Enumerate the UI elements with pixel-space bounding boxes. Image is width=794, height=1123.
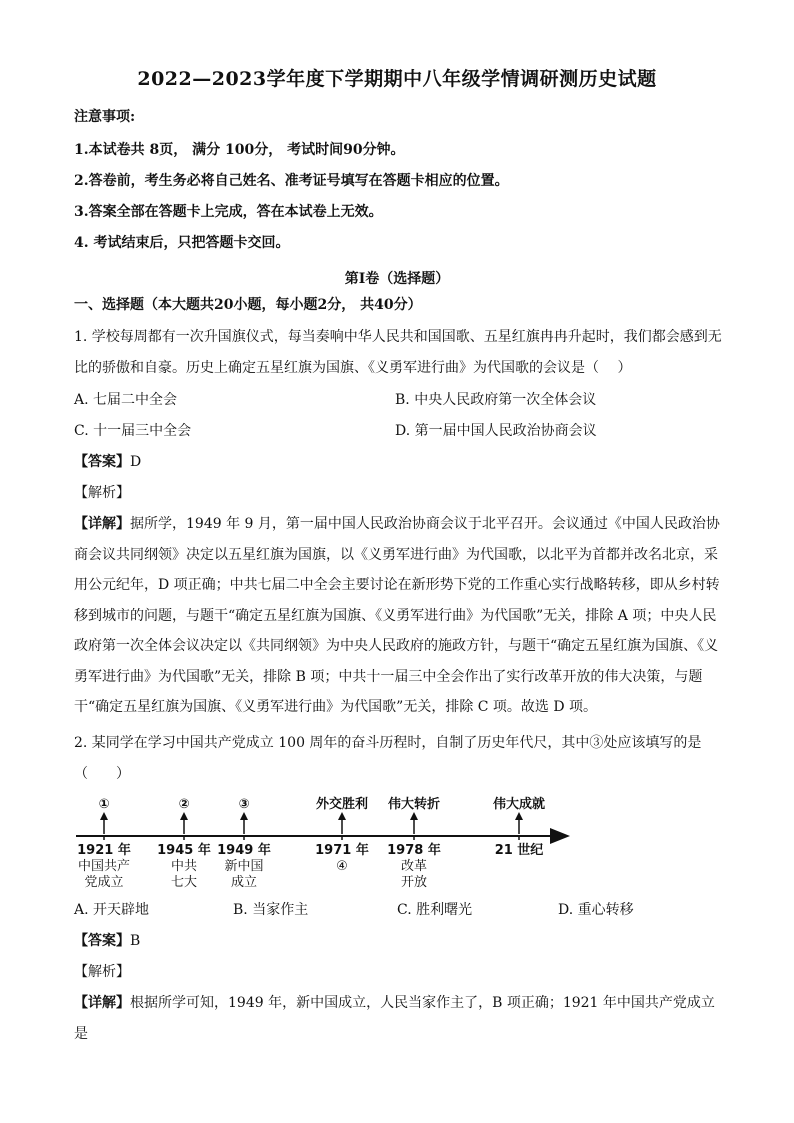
detail-text: 根据所学可知，1949 年，新中国成立，人民当家作主了，B 项正确；1921 年中国共产党成立是 bbox=[74, 995, 715, 1042]
timeline-event-label: 改革 bbox=[400, 859, 428, 874]
q2-option-c: C. 胜利曙光 bbox=[397, 902, 473, 918]
answer-value: D bbox=[130, 454, 142, 470]
notice-heading: 注意事项: bbox=[74, 109, 136, 125]
page-title: 2022—2023学年度下学期期中八年级学情调研测历史试题 bbox=[137, 68, 657, 90]
notice-item-2: 2.答卷前，考生务必将自己姓名、准考证号填写在答题卡相应的位置。 bbox=[74, 173, 509, 189]
q2-stem: 2. 某同学在学习中国共产党成立 100 周年的奋斗历程时，自制了历史年代尺，其中③处应该填写的是（ ） bbox=[74, 735, 702, 782]
q2-detail bbox=[74, 988, 722, 1049]
q1-option-a: A. 七届二中全会 bbox=[74, 392, 178, 408]
timeline-pointer-head bbox=[515, 812, 523, 820]
timeline-event-label: 七大 bbox=[170, 875, 198, 890]
timeline-marks bbox=[77, 796, 545, 890]
q2-option-d: D. 重心转移 bbox=[558, 902, 634, 918]
q1-option-b: B. 中央人民政府第一次全体会议 bbox=[395, 392, 597, 408]
timeline-pointer-head bbox=[338, 812, 346, 820]
q1-analysis-tag: 【解析】 bbox=[74, 485, 130, 501]
timeline-top-label: 外交胜利 bbox=[315, 797, 369, 812]
timeline-event-label: 成立 bbox=[230, 875, 258, 890]
timeline-event-label: 中共 bbox=[170, 859, 198, 874]
q2-analysis-tag: 【解析】 bbox=[74, 964, 130, 980]
answer-value: B bbox=[130, 933, 141, 949]
timeline-event-label: ④ bbox=[336, 859, 348, 874]
part-heading: 一、选择题（本大题共20小题，每小题2分， 共40分） bbox=[74, 297, 422, 313]
q1-option-d: D. 第一届中国人民政治协商会议 bbox=[395, 423, 597, 439]
q1-detail bbox=[74, 509, 722, 723]
timeline-year-label: 1921 年 bbox=[77, 843, 131, 858]
notice-item-1: 1.本试卷共 8页， 满分 100分， 考试时间90分钟。 bbox=[74, 142, 405, 158]
detail-text: 据所学，1949 年 9 月，第一届中国人民政治协商会议于北平召开。会议通过《中国人民政治协商会议共同纲领》决定以五星红旗为国旗，以《义勇军进行曲》为代国歌，以北平为首都并改名北京，采用公元纪年，D 项正确；中共七届二中全会主要讨论在新形势下党的工作重心实行战略转移，即从乡村转移到城市的问题，与题干“确定五星红旗为国旗、《义勇军进行曲》为代国歌”无关，排除 A 项；中央人民政府第一次全体会议决定以《共同纲领》为中央人民政府的施政方针，与题干“确定五星红旗为国旗、《义勇军进行曲》为代国歌”无关，排除 B 项；中共十一届三中全会作出了实行改革开放的伟大决策，与题干“确定五星红旗为国旗、《义勇军进行曲》为代国歌”无关，排除 C 项。故选 D 项。 bbox=[74, 516, 720, 715]
q1-answer bbox=[74, 452, 141, 472]
timeline-year-label: 1971 年 bbox=[315, 843, 369, 858]
timeline-year-label: 1945 年 bbox=[157, 843, 211, 858]
timeline-year-label: 1949 年 bbox=[217, 843, 271, 858]
timeline-pointer-head bbox=[180, 812, 188, 820]
q2-option-b: B. 当家作主 bbox=[233, 902, 309, 918]
section-title: 第Ⅰ卷（选择题） bbox=[344, 271, 450, 287]
answer-tag: 【答案】 bbox=[74, 454, 130, 470]
timeline-top-label: ① bbox=[98, 797, 110, 812]
timeline-pointer-head bbox=[410, 812, 418, 820]
detail-tag: 【详解】 bbox=[74, 516, 130, 532]
notice-item-4: 4. 考试结束后，只把答题卡交回。 bbox=[74, 235, 290, 251]
q1-option-c: C. 十一届三中全会 bbox=[74, 423, 192, 439]
timeline-top-label: 伟大成就 bbox=[492, 797, 546, 812]
q1-stem: 1. 学校每周都有一次升国旗仪式，每当奏响中华人民共和国国歌、五星红旗冉冉升起时，我们都会感到无比的骄傲和自豪。历史上确定五星红旗为国旗、《义勇军进行曲》为代国歌的会议是（ ） bbox=[74, 329, 722, 376]
timeline-event-label: 党成立 bbox=[84, 875, 124, 890]
timeline-pointer-head bbox=[240, 812, 248, 820]
timeline-top-label: ② bbox=[178, 797, 190, 812]
timeline-top-label: 伟大转折 bbox=[387, 797, 441, 812]
timeline-year-label: 1978 年 bbox=[387, 843, 441, 858]
answer-tag: 【答案】 bbox=[74, 933, 130, 949]
timeline-top-label: ③ bbox=[238, 797, 250, 812]
q2-option-a: A. 开天辟地 bbox=[74, 902, 150, 918]
timeline-pointer-head bbox=[100, 812, 108, 820]
timeline-event-label: 中国共产 bbox=[77, 859, 131, 874]
timeline-event-label: 开放 bbox=[400, 875, 428, 890]
detail-tag: 【详解】 bbox=[74, 995, 130, 1011]
history-timeline bbox=[74, 790, 574, 890]
notice-item-3: 3.答案全部在答题卡上完成，答在本试卷上无效。 bbox=[74, 204, 383, 220]
q2-answer bbox=[74, 931, 140, 951]
timeline-event-label: 新中国 bbox=[224, 859, 264, 874]
timeline-year-label: 21 世纪 bbox=[494, 843, 544, 858]
